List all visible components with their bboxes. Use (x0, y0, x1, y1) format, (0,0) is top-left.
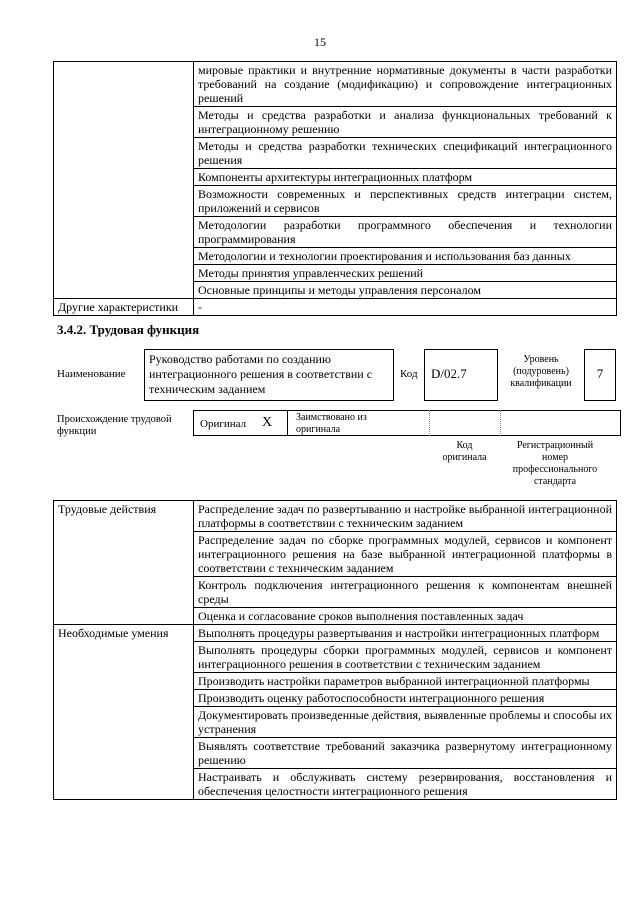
code-original-caption: Код оригинала (442, 440, 487, 463)
section-title: 3.4.2. Трудовая функция (57, 322, 200, 337)
function-name-box: Руководство работами по созданию интеграционного решения в соответствии с техническим заданием (144, 349, 394, 401)
origin-reg-divider (500, 410, 501, 436)
origin-box (193, 410, 621, 436)
skill-item: Выполнять процедуры сборки программных модулей, сервисов и компонент интеграционного решения в соответствии с техническим заданием (194, 642, 617, 673)
knowledge-item: Возможности современных и перспективных средств интеграции систем, приложений и сервисов (194, 186, 617, 217)
knowledge-item: Методы и средства разработки и анализа функциональных требований к интеграционному решению (194, 107, 617, 138)
page-number: 15 (314, 35, 326, 49)
knowledge-item: Методы и средства разработки технических спецификаций интеграционного решения (194, 138, 617, 169)
labor-action-item: Распределение задач по сборке программных модулей, сервисов и компонент интеграционного решения на базе выбранной интеграционной платформы в соответствии с техническим заданием (194, 532, 617, 577)
required-skills-label: Необходимые умения (54, 625, 194, 800)
origin-label: Происхождение трудовой функции (57, 414, 172, 437)
registration-number-caption: Регистрационный номер профессионального стандарта (512, 440, 598, 487)
knowledge-item: Методы принятия управленческих решений (194, 265, 617, 282)
origin-code-divider (429, 410, 430, 436)
knowledge-item: Методологии и технологии проектирования и использования баз данных (194, 248, 617, 265)
original-label: Оригинал (200, 418, 247, 430)
knowledge-item: Методологии разработки программного обеспечения и технологии программирования (194, 217, 617, 248)
knowledge-item: мировые практики и внутренние нормативные документы в части разработки требований на создание (модификацию) и сопровождение интеграционных решений (194, 62, 617, 107)
knowledge-item: Компоненты архитектуры интеграционных платформ (194, 169, 617, 186)
table-row (54, 299, 617, 316)
skill-item: Настраивать и обслуживать систему резервирования, восстановления и обеспечения целостности интеграционного решения (194, 769, 617, 800)
table-row (54, 625, 617, 642)
knowledge-table (53, 61, 617, 316)
function-code-box: D/02.7 (424, 349, 498, 401)
knowledge-group-label (54, 62, 194, 299)
other-characteristics-value: - (194, 299, 617, 316)
knowledge-item: Основные принципы и методы управления персоналом (194, 282, 617, 299)
skill-item: Производить оценку работоспособности интеграционного решения (194, 690, 617, 707)
table-row (54, 62, 617, 107)
original-mark: X (262, 415, 273, 430)
labor-action-item: Контроль подключения интеграционного решения к компонентам внешней среды (194, 577, 617, 608)
labor-action-item: Распределение задач по развертыванию и настройке выбранной интеграционной платформы в соответствии с техническим заданием (194, 501, 617, 532)
labor-actions-label: Трудовые действия (54, 501, 194, 625)
labor-function-table (53, 500, 617, 800)
skill-item: Производить настройки параметров выбранной интеграционной платформы (194, 673, 617, 690)
level-value-box: 7 (584, 349, 616, 401)
skill-item: Выполнять процедуры развертывания и настройки интеграционных платформ (194, 625, 617, 642)
level-label: Уровень (подуровень) квалификации (510, 354, 572, 389)
other-characteristics-label: Другие характеристики (54, 299, 194, 316)
skill-item: Документировать произведенные действия, выявленные проблемы и способы их устранения (194, 707, 617, 738)
origin-divider (287, 410, 288, 436)
skill-item: Выявлять соответствие требований заказчика развернутому интеграционному решению (194, 738, 617, 769)
labor-action-item: Оценка и согласование сроков выполнения поставленных задач (194, 608, 617, 625)
borrowed-label: Заимствовано из оригинала (296, 412, 367, 435)
name-label: Наименование (57, 368, 126, 380)
table-row (54, 501, 617, 532)
code-label: Код (400, 368, 418, 380)
